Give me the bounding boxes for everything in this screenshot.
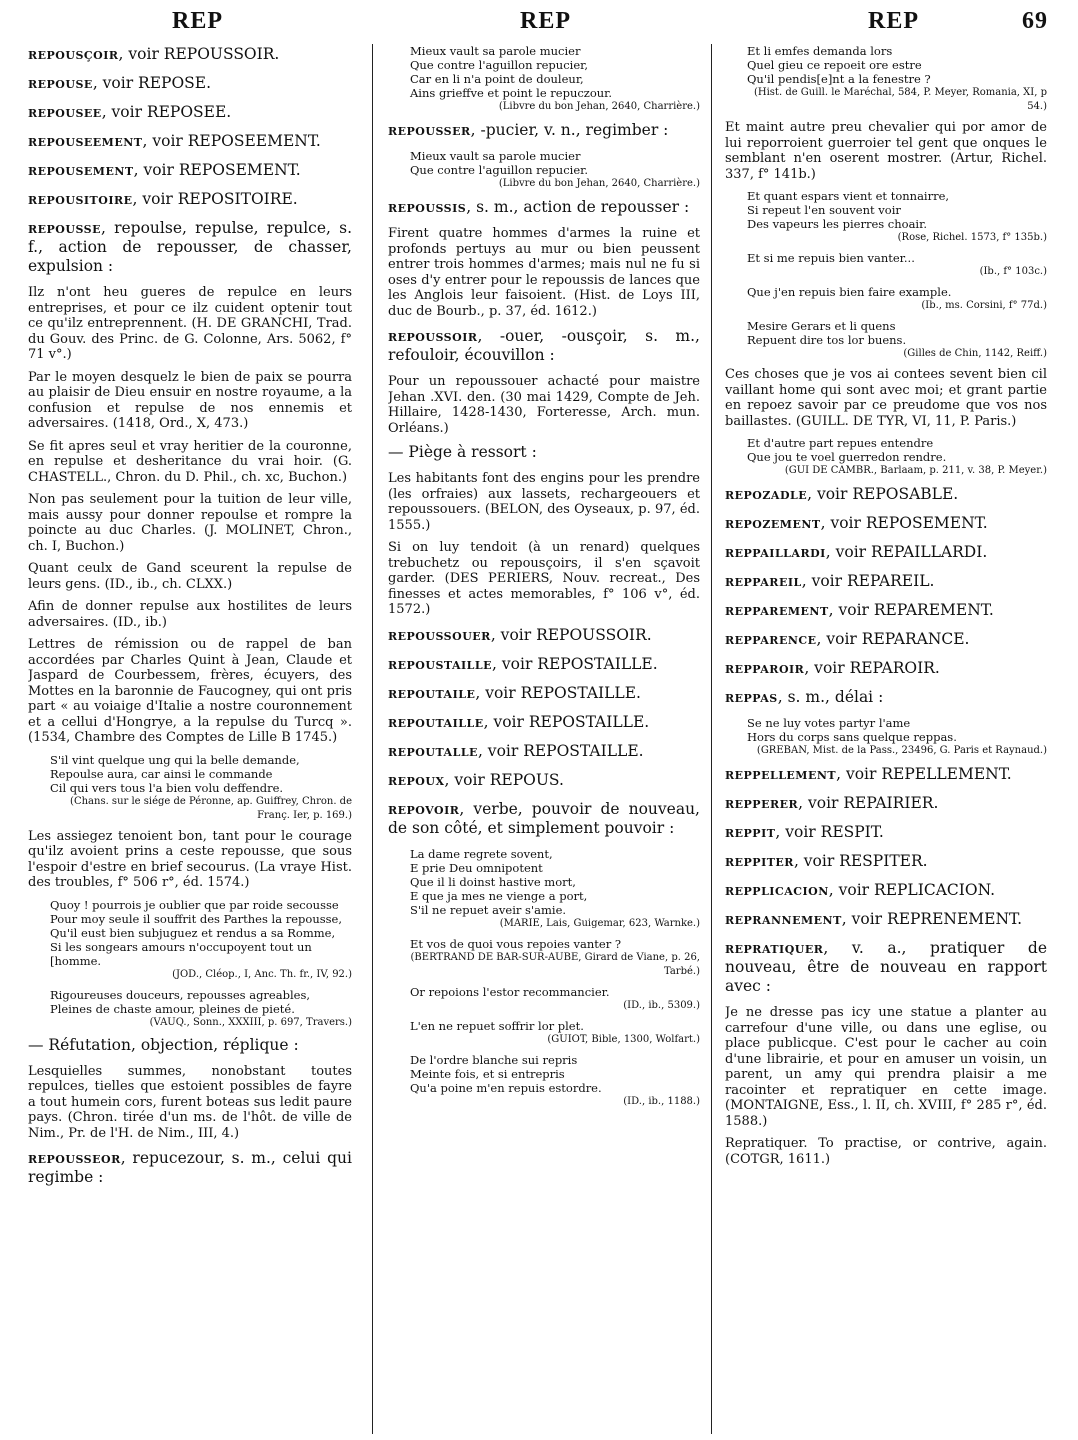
verse-line: Que il li doinst hastive mort, (410, 874, 576, 889)
headword: repousse (28, 218, 102, 237)
headword: repoussouer (388, 624, 491, 644)
citation-paragraph: Pour un repoussouer achacté pour maistre Jehan .XVI. den. (30 mai 1429, Compte de Jeh. Hillaire, 1428-1430, Forteresse, Arch. mun. Orléans.) (388, 374, 700, 436)
verse-line: La dame regrete sovent, (410, 846, 553, 861)
dictionary-entry: repousçoir, voir REPOUSSOIR. (28, 44, 280, 63)
dictionary-entry: reppiter, voir RESPITER. (725, 851, 928, 870)
verse-line: Hors du corps sans quelque reppas. (747, 730, 957, 744)
verse-line: Se ne luy votes partyr l'ame (747, 716, 911, 730)
citation-paragraph: Quant ceulx de Gand sceurent la repulse de leurs gens. (ID., ib., ch. CLXX.) (28, 561, 352, 592)
verse-quotation (747, 436, 1047, 478)
dictionary-entry: repousseor, repucezour, s. m., celui qui regimbe : (28, 1148, 352, 1186)
quotation-source: (JOD., Cléop., I, Anc. Th. fr., IV, 92.) (172, 968, 352, 980)
quotation-source: (ID., ib., 5309.) (623, 999, 700, 1011)
dictionary-entry: repoux, voir REPOUS. (388, 769, 564, 789)
headword: repparement (725, 600, 829, 619)
verse-line: E prie Deu omnipotent (410, 860, 543, 875)
verse-line: Mesire Gerars et li quens (747, 319, 896, 333)
verse-quotation (410, 985, 700, 1013)
citation-paragraph: Firent quatre hommes d'armes la ruine et profonds pertuys au mur ou bien peussent entrer trois hommes d'armes; mais nul ne fu si oses d'y entrer pour le repoussis de lances que les Anglois leur faisoient. (Hist. de Loys III, duc de Bourb., p. 37, éd. 1612.) (388, 226, 700, 319)
verse-line: Ains grieffve et point le repuczour. (410, 86, 613, 100)
column-1 (28, 44, 352, 1196)
quotation-source: (MARIE, Lais, Guigemar, 623, Warnke.) (499, 917, 700, 929)
headword: reppit (725, 822, 776, 841)
verse-quotation (410, 44, 700, 114)
citation-paragraph: Se fit apres seul et vray heritier de la couronne, en repulse et desheritance du vrai hoir. (G. CHASTELL., Chron. du D. Phil., ch. xc, Buchon.) (28, 438, 352, 485)
verse-line: Que contre l'aguillon repucier. (410, 163, 589, 177)
verse-quotation (410, 149, 700, 191)
verse-quotation (747, 285, 1047, 313)
headword: repoussoir (388, 326, 478, 345)
quotation-source: (GUIOT, Bible, 1300, Wolfart.) (547, 1033, 700, 1045)
headword: reppas (725, 687, 778, 706)
dictionary-entry: repozement, voir REPOSEMENT. (725, 513, 988, 532)
headword: repouse (28, 73, 93, 92)
column-2 (388, 44, 700, 1115)
citation-paragraph: Repratiquer. To practise, or contrive, again. (COTGR, 1611.) (725, 1136, 1047, 1167)
dictionary-entry: reppit, voir RESPIT. (725, 822, 884, 841)
headword: repousçoir (28, 44, 119, 63)
headword: repousser (388, 120, 471, 139)
dictionary-entry: repoutalle, voir REPOSTAILLE. (388, 740, 644, 760)
verse-line: Qu'il pendis[e]nt a la fenestre ? (747, 72, 931, 86)
dictionary-entry: repoussouer, voir REPOUSSOIR. (388, 624, 652, 644)
dictionary-entry: reppareil, voir REPAREIL. (725, 571, 935, 590)
verse-line: Repuent dire tos lor buens. (747, 333, 907, 347)
dictionary-entry: repousee, voir REPOSEE. (28, 102, 232, 121)
quotation-source: (Ib., f° 103c.) (979, 266, 1047, 277)
verse-line: Que jou te voel guerredon rendre. (747, 450, 947, 464)
verse-line: Car en li n'a point de douleur, (410, 72, 584, 86)
verse-line: Que j'en repuis bien faire example. (747, 285, 952, 299)
dictionary-entry: repratiquer, v. a., pratiquer de nouveau, être de nouveau en rapport avec : (725, 938, 1047, 995)
citation-paragraph: Par le moyen desquelz le bien de paix se pourra au plaisir de Dieu ensuir en nostre royaume, a la confusion et repulse de nos ennemis et adversaires. (1418, Ord., X, 473.) (28, 369, 352, 431)
headword: repousitoire (28, 189, 133, 208)
quotation-source: (Hist. de Guill. le Maréchal, 584, P. Meyer, Romania, XI, p 54.) (753, 87, 1047, 112)
verse-quotation (410, 1019, 700, 1047)
dictionary-entry: repousser, -pucier, v. n., regimber : (388, 120, 669, 139)
verse-quotation (747, 44, 1047, 114)
citation-paragraph: Si on luy tendoit (à un renard) quelques trebuchetz ou repousçoirs, il s'en sçavoit garder. (DES PERIERS, Nouv. recreat., Des finesses et actes memorables, f° 106 v°, éd. 1572.) (388, 540, 700, 617)
headword: reprannement (725, 909, 842, 928)
verse-quotation (747, 716, 1047, 758)
headword: repplicacion (725, 880, 829, 899)
dictionary-entry: reppas, s. m., délai : (725, 687, 884, 706)
verse-line: Et quant espars vient et tonnairre, (747, 189, 950, 203)
header-right: REP (868, 8, 919, 34)
headword: repoussis (388, 197, 467, 216)
verse-line: Et vos de quoi vous repoies vanter ? (410, 936, 622, 951)
dictionary-entry: repparement, voir REPAREMENT. (725, 600, 994, 619)
verse-line: S'il ne repuet aveir s'amie. (410, 902, 567, 917)
headword: repoux (388, 769, 445, 789)
column-divider-1 (372, 44, 373, 1434)
verse-line: Quoy ! pourrois je oublier que par roide secousse (50, 897, 339, 912)
headword: repparoir (725, 658, 805, 677)
verse-quotation (50, 988, 352, 1030)
verse-line: S'il vint quelque ung qui la belle demande, (50, 752, 300, 767)
verse-line: Des vapeurs les pierres choair. (747, 217, 928, 231)
verse-line: Qu'a poine m'en repuis estordre. (410, 1080, 602, 1095)
citation-paragraph: Les habitants font des engins pour les prendre (les orfraies) aux lassets, rechargeouers et repoussouers. (BELON, des Oyseaux, p. 97, éd. 1555.) (388, 471, 700, 533)
verse-quotation (410, 847, 700, 931)
citation-paragraph: Lesquielles summes, nonobstant toutes repulces, tielles que estoient possibles de fayre a tout humein cors, furent boteas sus ledit paure pays. (Chron. tirée d'un ms. de l'hôt. de ville de Nim., Pr. de l'H. de Nim., III, 4.) (28, 1063, 352, 1141)
dictionary-entry: repperer, voir REPAIRIER. (725, 793, 939, 812)
headword: repovoir (388, 798, 460, 818)
headword: repousseor (28, 1148, 121, 1167)
dictionary-entry: repouse, voir REPOSE. (28, 73, 212, 92)
dictionary-entry: repparence, voir REPARANCE. (725, 629, 970, 648)
header-center: REP (520, 8, 571, 34)
dictionary-entry: repparoir, voir REPAROIR. (725, 658, 940, 677)
quotation-source: (Rose, Richel. 1573, f° 135b.) (897, 232, 1047, 243)
verse-line: L'en ne repuet soffrir lor plet. (410, 1018, 584, 1033)
citation-paragraph: Ces choses que je vos ai contees sevent bien cil vaillant home qui sont avec moi; et grant partie en repoez savoir par ce preudome que vos nos baillastes. (GUILL. DE TYR, VI, 11, P. Paris.) (725, 367, 1047, 429)
headword: repoutalle (388, 740, 478, 760)
verse-line: E que ja mes ne vienge a port, (410, 888, 588, 903)
citation-paragraph: Ilz n'ont heu gueres de repulce en leurs entreprises, et pour ce ilz cuident optenir tout ce qu'ilz entreprennent. (H. DE GRANCHI, Trad. du Gouv. des Princ. de G. Colonne, Ars. 5062, f° 71 v°.) (28, 285, 352, 362)
dictionary-entry: — Piège à ressort : (388, 443, 537, 461)
verse-line: Pleines de chaste amour, pleines de pieté. (50, 1001, 295, 1016)
dictionary-entry: — Réfutation, objection, réplique : (28, 1035, 299, 1054)
quotation-source: (Libvre du bon Jehan, 2640, Charrière.) (498, 178, 700, 189)
headword: repoutaile (388, 682, 476, 702)
dictionary-entry: repousse, repoulse, repulse, repulce, s. f., action de repousser, de chasser, expulsion : (28, 218, 352, 275)
dictionary-entry: repplicacion, voir REPLICACION. (725, 880, 996, 899)
verse-line: Pour moy seule il souffrit des Parthes la repousse, (50, 911, 342, 926)
quotation-source: (GREBAN, Mist. de la Pass., 23496, G. Paris et Raynaud.) (756, 745, 1047, 756)
page-number: 69 (1022, 8, 1048, 34)
verse-line: Or repoions l'estor recommancier. (410, 984, 610, 999)
citation-paragraph: Les assiegez tenoient bon, tant pour le courage qu'ilz avoient prins a ceste repousse, que sous l'espoir d'estre en brief secourus. (La vraye Hist. des troubles, f° 506 r°, éd. 1574.) (28, 828, 352, 890)
citation-paragraph: Lettres de rémission ou de rappel de ban accordées par Charles Quint à Jean, Claude et Jaspard de Courbessem, frères, écuyers, des Mottes en la baronnie de Faucogney, qui ont pris part « au voiaige d'Italie a nostre couronnement et a cellui d'Hongrye, a la repulse du Turcq ». (1534, Chambre des Comptes de Lille B 1745.) (28, 637, 352, 745)
verse-line: Mieux vault sa parole mucier (410, 44, 581, 58)
verse-line: Et li emfes demanda lors (747, 44, 893, 58)
dictionary-entry: repoustaille, voir REPOSTAILLE. (388, 653, 658, 673)
quotation-source: (Libvre du bon Jehan, 2640, Charrière.) (498, 101, 700, 112)
verse-line: Et si me repuis bien vanter... (747, 251, 915, 265)
headword: repozadle (725, 484, 808, 503)
headword: repousee (28, 102, 102, 121)
citation-paragraph: Et maint autre preu chevalier qui por amor de lui reporroient guerroier tel gent que onques le semblant n'en oserent mostrer. (Artur, Richel. 337, f° 141b.) (725, 120, 1047, 182)
column-3 (725, 44, 1047, 1174)
dictionary-entry: repoussis, s. m., action de repousser : (388, 197, 690, 216)
dictionary-entry: repousement, voir REPOSEMENT. (28, 160, 301, 179)
dictionary-entry: reppellement, voir REPELLEMENT. (725, 764, 1012, 783)
verse-quotation (50, 898, 352, 982)
column-divider-2 (711, 44, 712, 1434)
verse-line: Si repeut l'en souvent voir (747, 203, 901, 217)
dictionary-entry: repoutaile, voir REPOSTAILLE. (388, 682, 641, 702)
headword: repoutaille (388, 711, 484, 731)
header-left: REP (172, 8, 223, 34)
verse-quotation (747, 319, 1047, 361)
verse-quotation (50, 753, 352, 823)
headword: reppellement (725, 764, 837, 783)
headword: repozement (725, 513, 821, 532)
dictionary-entry: reppaillardi, voir REPAILLARDI. (725, 542, 988, 561)
verse-line: Que contre l'aguillon repucier, (410, 58, 589, 72)
headword: reppiter (725, 851, 794, 870)
dictionary-entry: repouseement, voir REPOSEEMENT. (28, 131, 321, 150)
verse-line: Et d'autre part repues entendre (747, 436, 934, 450)
headword: repousement (28, 160, 134, 179)
headword: repouseement (28, 131, 143, 150)
citation-paragraph: Afin de donner repulse aux hostilites de leurs adversaires. (ID., ib.) (28, 599, 352, 630)
headword: reppaillardi (725, 542, 826, 561)
verse-line: Meinte fois, et si entrepris (410, 1066, 565, 1081)
verse-quotation (410, 937, 700, 979)
dictionary-entry: repovoir, verbe, pouvoir de nouveau, de son côté, et simplement pouvoir : (388, 798, 700, 837)
verse-line: De l'ordre blanche sui repris (410, 1052, 578, 1067)
verse-line: Si les songears amours n'occupoyent tout un [homme. (50, 939, 312, 968)
headword: repratiquer (725, 938, 824, 957)
dictionary-entry: reprannement, voir REPRENEMENT. (725, 909, 1023, 928)
dictionary-entry: repozadle, voir REPOSABLE. (725, 484, 959, 503)
verse-line: Qu'il eust bien subjuguez et rendus a sa Romme, (50, 925, 336, 940)
verse-line: Quel gieu ce repoeit ore estre (747, 58, 922, 72)
headword: repperer (725, 793, 799, 812)
quotation-source: (VAUQ., Sonn., XXXIII, p. 697, Travers.) (149, 1016, 352, 1028)
quotation-source: (Gilles de Chin, 1142, Reiff.) (903, 348, 1047, 359)
quotation-source: (Ib., ms. Corsini, f° 77d.) (921, 300, 1047, 311)
verse-line: Cil qui vers tous l'a bien volu deffendre. (50, 780, 284, 795)
headword: repparence (725, 629, 817, 648)
quotation-source: (ID., ib., 1188.) (623, 1095, 700, 1107)
dictionary-entry: repousitoire, voir REPOSITOIRE. (28, 189, 298, 208)
headword: reppareil (725, 571, 802, 590)
verse-line: Mieux vault sa parole mucier (410, 149, 581, 163)
dictionary-entry: repoussoir, -ouer, -ousçoir, s. m., refouloir, écouvillon : (388, 326, 700, 364)
citation-paragraph: Non pas seulement pour la tuition de leur ville, mais aussy pour donner repoulse et rompre la poincte au duc Charles. (J. MOLINET, Chron., ch. I, Buchon.) (28, 492, 352, 554)
dictionary-entry: repoutaille, voir REPOSTAILLE. (388, 711, 650, 731)
citation-paragraph: Je ne dresse pas icy une statue a planter au carrefour d'une ville, ou dans une eglise, ou place publicque. C'est pour le cacher au coin d'une librairie, et pour en amuser un voisin, un parent, un amy qui prendra plaisir a me racointer et repratiquer en cette image. (MONTAIGNE, Ess., l. II, ch. XVIII, f° 285 r°, éd. 1588.) (725, 1005, 1047, 1129)
verse-line: Rigoureuses douceurs, repousses agreables, (50, 987, 310, 1002)
quotation-source: (GUI DE CAMBR., Barlaam, p. 211, v. 38, P. Meyer.) (784, 465, 1047, 476)
quotation-source: (BERTRAND DE BAR-SUR-AUBE, Girard de Viane, p. 26, Tarbé.) (410, 951, 700, 977)
headword: repoustaille (388, 653, 493, 673)
verse-quotation (747, 189, 1047, 245)
verse-quotation (410, 1053, 700, 1109)
quotation-source: (Chans. sur le siége de Péronne, ap. Guiffrey, Chron. de Franç. Ier, p. 169.) (70, 795, 352, 821)
verse-quotation (747, 251, 1047, 279)
verse-line: Repoulse aura, car ainsi le commande (50, 766, 273, 781)
